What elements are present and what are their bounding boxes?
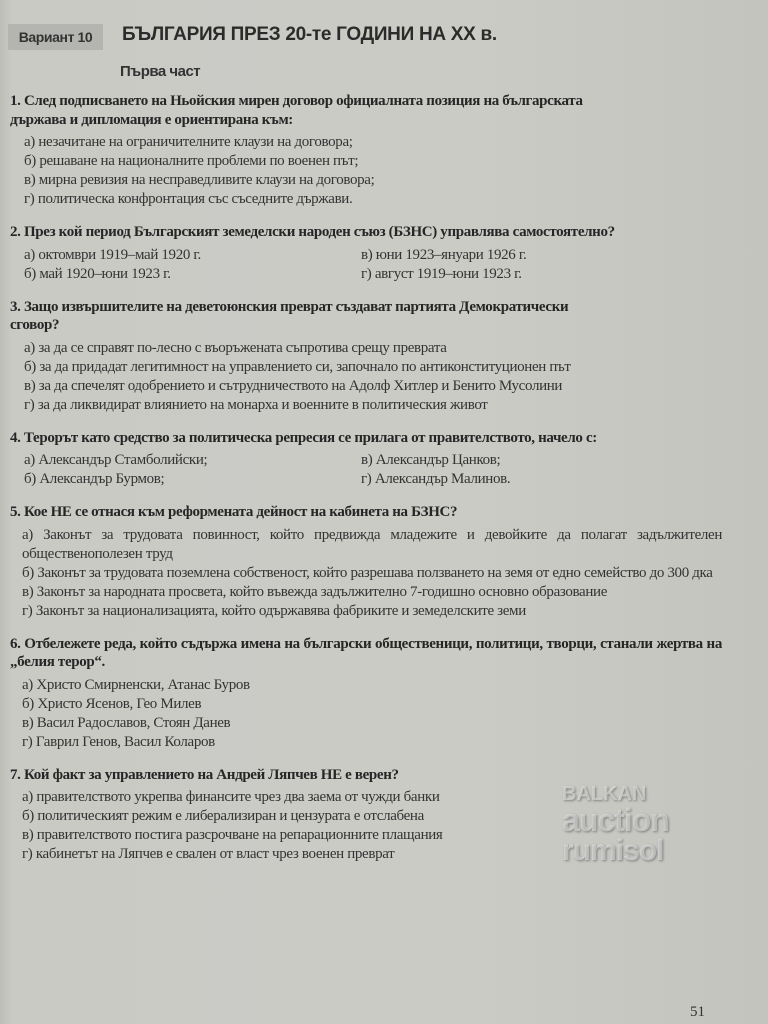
option: в) юни 1923–януари 1926 г.	[361, 246, 527, 263]
option: б) политическият режим е либерализиран и цензурата е отслабена	[22, 808, 424, 824]
option: г) политическа конфронтация със съседните държави.	[24, 191, 353, 207]
option: г) Александър Малинов.	[361, 471, 511, 487]
question-3	[10, 298, 722, 415]
option: г) август 1919–юни 1923 г.	[361, 265, 522, 282]
question-5	[10, 503, 722, 621]
option: б) Законът за трудовата поземлена собственост, който разрешава ползването на земя от едно семейство до 300 дка	[22, 564, 713, 581]
option: а) Христо Смирненски, Атанас Буров	[22, 676, 250, 693]
option: в) за да спечелят одобрението и сътрудничеството на Адолф Хитлер и Бенито Мусолини	[24, 377, 563, 394]
option: а) правителството укрепва финансите чрез два заема от чужди банки	[22, 789, 440, 805]
question-text: 6. Отбележете реда, който съдържа имена на български общественици, политици, творци, станали жертва на „белия терор“.	[10, 635, 722, 670]
option: а) за да се справят по-лесно с въоръжената съпротива срещу преврата	[24, 339, 447, 356]
option: а) Законът за трудовата повинност, който предвижда младежите и девойките да полагат задължителен общественополезен труд	[22, 526, 722, 562]
watermark-logo: rumisol	[562, 834, 664, 867]
page-number: 51	[690, 1004, 705, 1020]
option: б) Христо Ясенов, Гео Милев	[22, 695, 202, 712]
option: г) кабинетът на Ляпчев е свален от власт чрез военен преврат	[22, 846, 395, 862]
option: б) за да придадат легитимност на управлението си, започнало по антиконституционен път	[24, 358, 571, 375]
page-title: БЪЛГАРИЯ ПРЕЗ 20-те ГОДИНИ НА XX в.	[122, 24, 497, 45]
watermark-logo: BALKAN	[562, 783, 647, 805]
option: г) Гаврил Генов, Васил Коларов	[22, 733, 215, 750]
question-4	[10, 429, 722, 490]
option: а) незачитане на ограничителните клаузи на договора;	[24, 134, 353, 150]
option: а) Александър Стамболийски;	[24, 452, 208, 468]
watermark-logo: auction	[562, 802, 669, 838]
question-text: 3. Защо извършителите на деветоюнския преврат създават партията Демократически сговор?	[10, 298, 569, 333]
option: в) правителството постига разсрочване на репарационните плащания	[22, 827, 443, 843]
section-heading: Първа част	[120, 63, 201, 80]
option: в) Васил Радославов, Стоян Данев	[22, 714, 231, 731]
option: в) мирна ревизия на несправедливите клаузи на договора;	[24, 172, 375, 188]
option: г) Законът за национализацията, който одържавява фабриките и земеделските земи	[22, 602, 526, 619]
question-1	[10, 92, 600, 209]
option: б) Александър Бурмов;	[24, 471, 165, 487]
question-text: 5. Кое НЕ се отнася към реформената дейност на кабинета на БЗНС?	[10, 504, 458, 520]
questions-list	[10, 92, 722, 880]
question-text: 2. През кой период Българският земеделски народен съюз (БЗНС) управлява самостоятелно?	[10, 224, 615, 240]
question-2	[10, 223, 722, 284]
watermark	[542, 784, 722, 866]
option: б) май 1920–юни 1923 г.	[24, 265, 171, 282]
option: а) октомври 1919–май 1920 г.	[24, 246, 201, 263]
question-text: 7. Кой факт за управлението на Андрей Ляпчев НЕ е верен?	[10, 766, 399, 783]
question-7	[10, 766, 722, 867]
question-text: 4. Терорът като средство за политическа репресия се прилага от правителството, начело с:	[10, 429, 597, 446]
question-6	[10, 635, 722, 752]
option: г) за да ликвидират влиянието на монарха и военните в политическия живот	[24, 396, 488, 413]
option: в) Законът за народната просвета, който въвежда задължително 7-годишно основно образование	[22, 583, 608, 600]
option: б) решаване на националните проблеми по военен път;	[24, 153, 359, 169]
variant-badge: Вариант 10	[8, 24, 103, 50]
option: в) Александър Цанков;	[361, 452, 501, 468]
question-text: 1. След подписването на Ньойския мирен договор официалната позиция на българската държава и дипломация е ориентирана към:	[10, 93, 583, 128]
